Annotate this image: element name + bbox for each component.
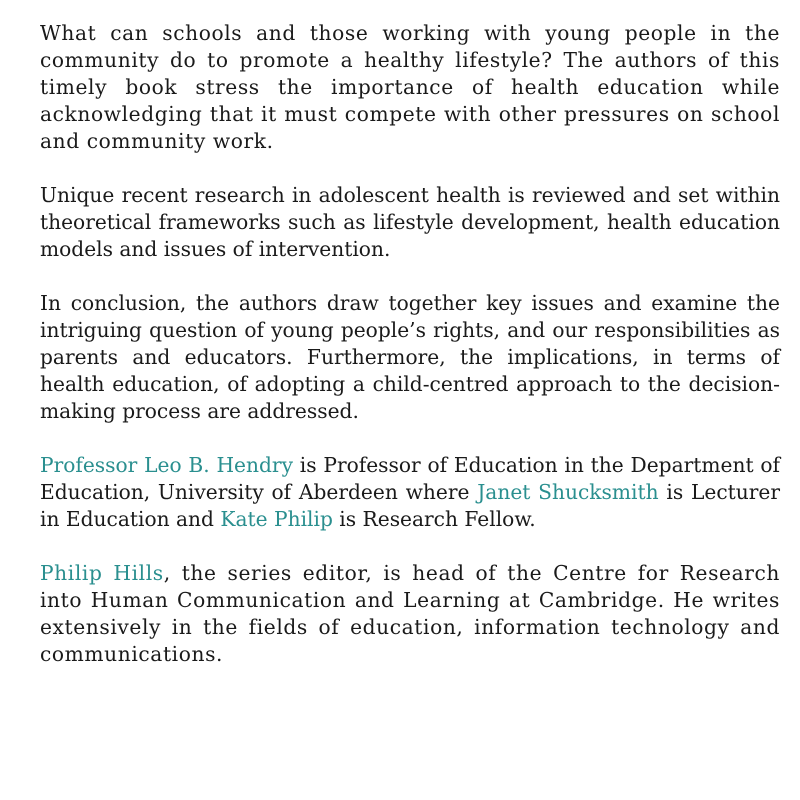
back-cover-text	[40, 20, 780, 668]
authors-bio-text-2: is Lecturer in Education and	[40, 480, 781, 531]
author-name-hendry: Professor Leo B. Hendry	[40, 453, 293, 477]
author-name-shucksmith: Janet Shucksmith	[477, 480, 659, 504]
editor-bio-text: , the series editor, is head of the Centre for Research into Human Communication and Learning at Cambridge. He writes extensively in the fields of education, information technology and communications.	[40, 561, 780, 666]
authors-bio-text-3: is Research Fellow.	[332, 507, 536, 531]
authors-bio-text-1: is Professor of Education in the Department of Education, University of Aberdeen where	[40, 453, 780, 504]
author-name-philip: Kate Philip	[220, 507, 333, 531]
paragraph-conclusion: In conclusion, the authors draw together key issues and examine the intriguing question of young people’s rights, and our responsibilities as parents and educators. Furthermore, the implications, in terms of health education, of adopting a child-centred approach to the decision-making process are addressed.	[40, 291, 780, 423]
paragraph-research: Unique recent research in adolescent health is reviewed and set within theoretical frameworks such as lifestyle development, health education models and issues of intervention.	[40, 183, 780, 261]
paragraph-intro: What can schools and those working with young people in the community do to promote a healthy lifestyle? The authors of this timely book stress the importance of health education while acknowledging that it must compete with other pressures on school and community work.	[40, 21, 780, 153]
paragraph-editor-bio	[40, 560, 780, 668]
paragraph-authors-bio	[40, 452, 780, 533]
editor-name-hills: Philip Hills	[40, 561, 164, 585]
